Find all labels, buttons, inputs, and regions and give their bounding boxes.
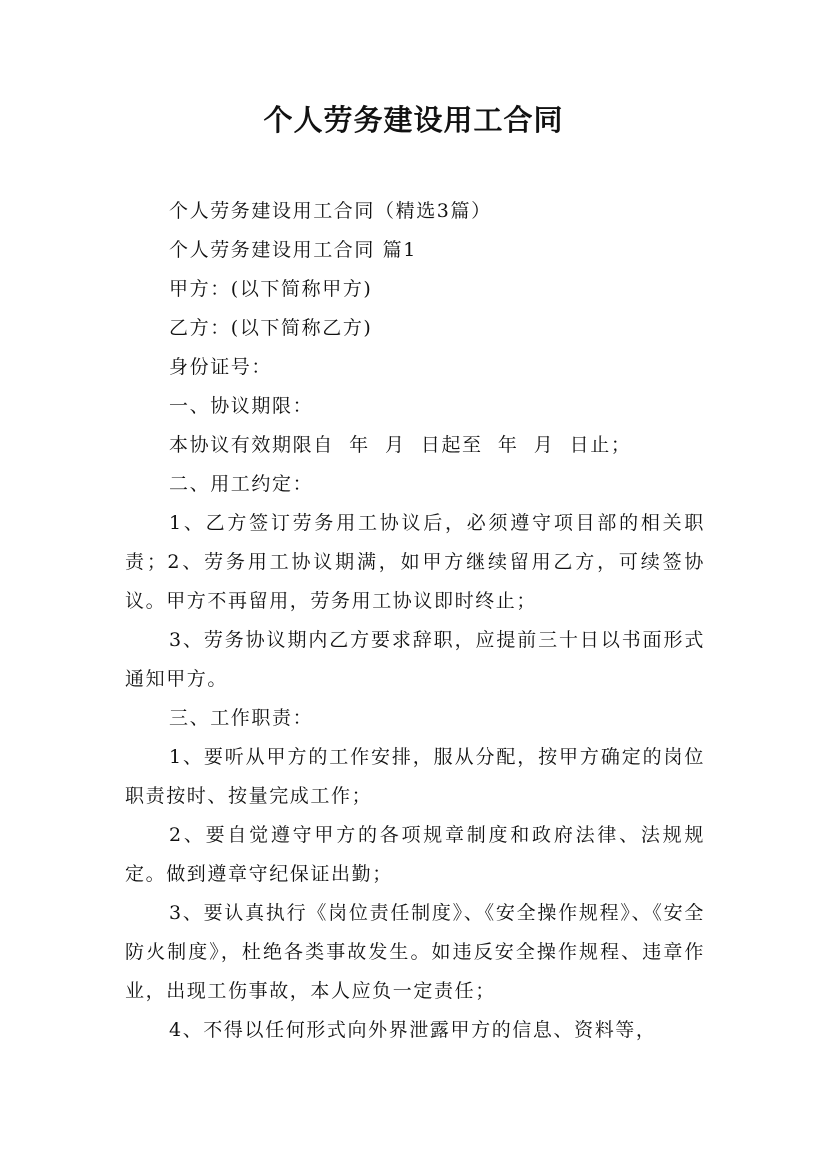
paragraph-duty-2: 2、要自觉遵守甲方的各项规章制度和政府法律、法规规定。做到遵章守纪保证出勤； [125,824,705,885]
paragraph-employment-1: 1、乙方签订劳务用工协议后，必须遵守项目部的相关职责；2、劳务用工协议期满，如甲方继续留用乙方，可续签协议。甲方不再留用，劳务用工协议即时终止； [125,512,705,612]
paragraph-party-a: 甲方：(以下简称甲方) [169,278,373,300]
paragraph-duty-4: 4、不得以任何形式向外界泄露甲方的信息、资料等， [169,1019,657,1041]
document-body [125,192,705,1050]
paragraph-employment-3: 3、劳务协议期内乙方要求辞职，应提前三十日以书面形式通知甲方。 [125,629,705,690]
document-title: 个人劳务建设用工合同 [263,103,564,137]
paragraph-heading-duties: 三、工作职责： [169,707,314,729]
paragraph-duty-1: 1、要听从甲方的工作安排，服从分配，按甲方确定的岗位职责按时、按量完成工作； [125,746,705,807]
paragraph-subtitle: 个人劳务建设用工合同（精选3篇） [169,200,492,222]
paragraph-party-b: 乙方：(以下简称乙方) [169,317,373,339]
paragraph-heading-employment: 二、用工约定： [169,473,314,495]
paragraph-heading-term: 一、协议期限： [169,395,314,417]
paragraph-section-heading: 个人劳务建设用工合同 篇1 [169,239,417,261]
paragraph-id-number: 身份证号： [169,356,273,378]
paragraph-term-dates: 本协议有效期限自 年 月 日起至 年 月 日止； [169,434,632,456]
paragraph-duty-3: 3、要认真执行《岗位责任制度》、《安全操作规程》、《安全防火制度》，杜绝各类事故发生。如违反安全操作规程、违章作业，出现工伤事故，本人应负一定责任； [125,902,705,1002]
